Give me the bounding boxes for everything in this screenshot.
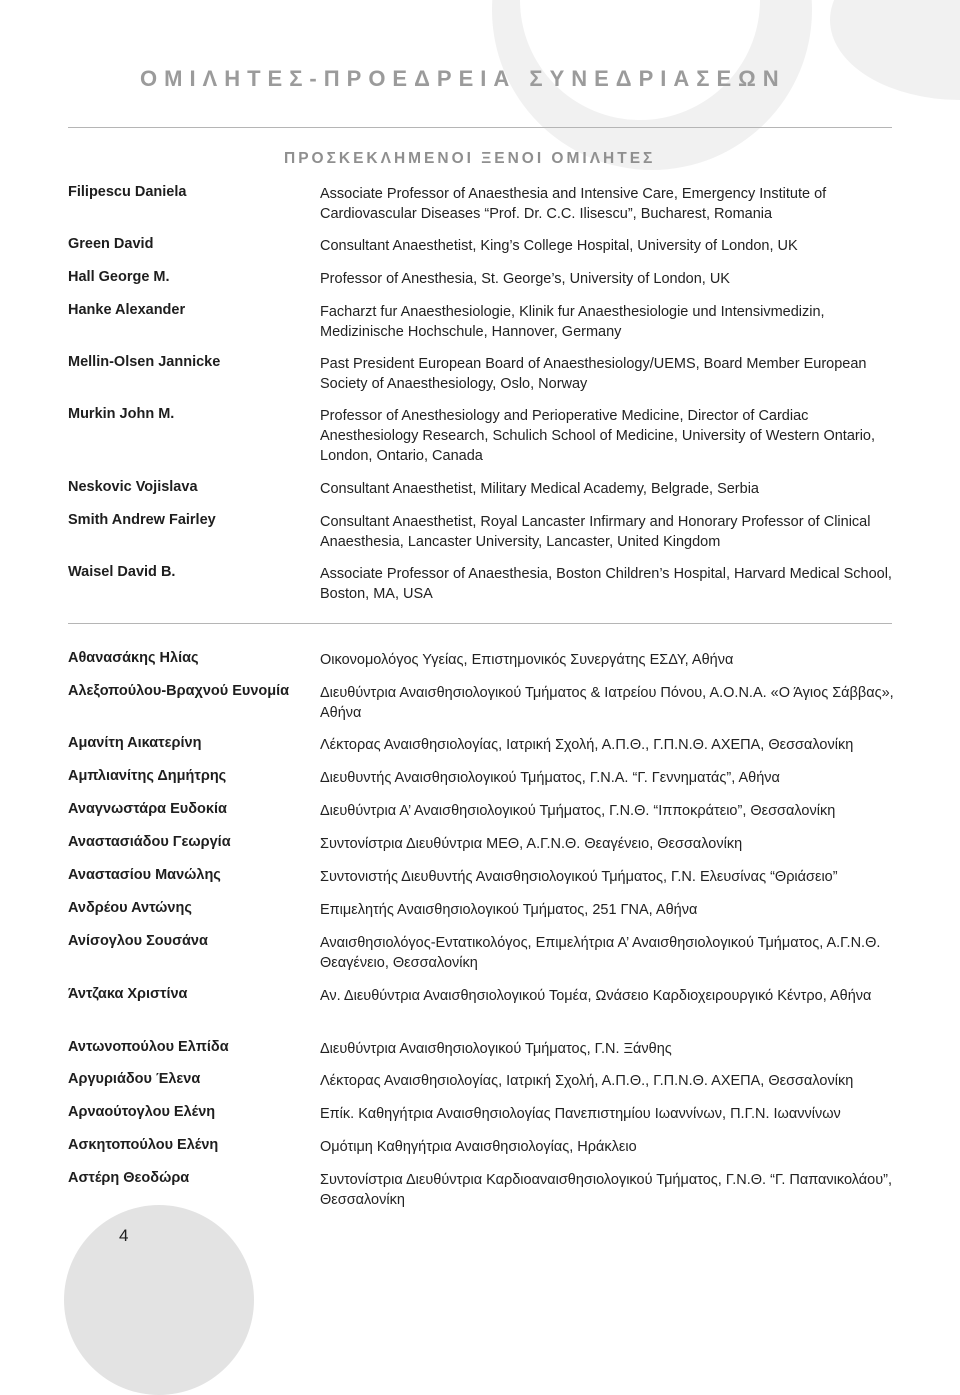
speaker-name: Αστέρη Θεοδώρα [68,1170,190,1186]
speaker-name: Αναστασίου Μανώλης [68,867,221,883]
speaker-name: Hall George M. [68,269,170,285]
speaker-affiliation: Αναισθησιολόγος-Εντατικολόγος, Επιμελήτρια Α’ Αναισθησιολογικού Τμήματος, Α.Γ.Ν.Θ. Θεαγένειο, Θεσσαλονίκη [320,935,881,971]
speaker-name: Αθανασάκης Ηλίας [68,650,199,666]
speaker-name: Αργυριάδου Έλενα [68,1071,201,1087]
decorative-circle-bottom [64,1205,254,1395]
speaker-affiliation: Διευθυντής Αναισθησιολογικού Τμήματος, Γ.Ν.Α. “Γ. Γεννηματάς”, Αθήνα [320,770,780,786]
speaker-affiliation: Consultant Anaesthetist, Military Medical Academy, Belgrade, Serbia [320,481,759,497]
speaker-name: Αναστασιάδου Γεωργία [68,834,231,850]
speaker-name: Neskovic Vojislava [68,479,198,495]
speaker-affiliation: Consultant Anaesthetist, Royal Lancaster Infirmary and Honorary Professor of Clinical Anaesthesia, Lancaster University, Lancaster, United Kingdom [320,514,871,550]
speaker-name: Ασκητοπούλου Ελένη [68,1137,219,1153]
speaker-name: Άντζακα Χριστίνα [68,986,188,1002]
speaker-affiliation: Facharzt fur Anaesthesiologie, Klinik fur Anaesthesiologie und Intensivmedizin, Medizinische Hochschule, Hannover, Germany [320,304,825,340]
speaker-affiliation: Διευθύντρια Αναισθησιολογικού Τμήματος, Γ.Ν. Ξάνθης [320,1041,672,1057]
speaker-affiliation: Επιμελητής Αναισθησιολογικού Τμήματος, 251 ΓΝΑ, Αθήνα [320,902,698,918]
speaker-affiliation: Professor of Anesthesiology and Perioperative Medicine, Director of Cardiac Anesthesiology Research, Schulich School of Medicine, University of Western Ontario, London, Ontario, Canada [320,408,876,464]
speaker-name: Murkin John M. [68,406,175,422]
divider-top [68,127,892,128]
speaker-affiliation: Συντονίστρια Διευθύντρια ΜΕΘ, Α.Γ.Ν.Θ. Θεαγένειο, Θεσσαλονίκη [320,836,743,852]
speaker-name: Hanke Alexander [68,302,186,318]
speaker-affiliation: Λέκτορας Αναισθησιολογίας, Ιατρική Σχολή, Α.Π.Θ., Γ.Π.Ν.Θ. ΑΧΕΠΑ, Θεσσαλονίκη [320,737,854,753]
speaker-name: Αμανίτη Αικατερίνη [68,735,202,751]
speaker-affiliation: Διευθύντρια Αναισθησιολογικού Τμήματος & Ιατρείου Πόνου, Α.Ο.Ν.Α. «Ο Άγιος Σάββας», Αθήνα [320,685,894,721]
speaker-name: Ανδρέου Αντώνης [68,900,192,916]
speaker-name: Smith Andrew Fairley [68,512,216,528]
speaker-affiliation: Επίκ. Καθηγήτρια Αναισθησιολογίας Πανεπιστημίου Ιωαννίνων, Π.Γ.Ν. Ιωαννίνων [320,1106,841,1122]
speaker-name: Αναγνωστάρα Ευδοκία [68,801,227,817]
speaker-name: Ανίσογλου Σουσάνα [68,933,208,949]
speaker-name: Green David [68,236,154,252]
speaker-name: Mellin-Olsen Jannicke [68,354,221,370]
page-number: 4 [119,1226,129,1245]
speaker-affiliation: Past President European Board of Anaesthesiology/UEMS, Board Member European Society of Anaesthesiology, Oslo, Norway [320,356,867,392]
speaker-name: Αμπλιανίτης Δημήτρης [68,768,227,784]
speaker-affiliation: Διευθύντρια Α’ Αναισθησιολογικού Τμήματος, Γ.Ν.Θ. “Ιπποκράτειο”, Θεσσαλονίκη [320,803,836,819]
speaker-affiliation: Associate Professor of Anaesthesia and Intensive Care, Emergency Institute of Cardiovascular Diseases “Prof. Dr. C.C. Ilisescu”, Bucharest, Romania [320,186,827,222]
speaker-affiliation: Συντονιστής Διευθυντής Αναισθησιολογικού Τμήματος, Γ.Ν. Ελευσίνας “Θριάσειο” [320,869,838,885]
speaker-name: Filipescu Daniela [68,184,187,200]
page-title: ΟΜΙΛΗΤΕΣ-ΠΡΟΕΔΡΕΙΑ ΣΥΝΕΔΡΙΑΣΕΩΝ [140,66,786,91]
speaker-affiliation: Λέκτορας Αναισθησιολογίας, Ιατρική Σχολή, Α.Π.Θ., Γ.Π.Ν.Θ. ΑΧΕΠΑ, Θεσσαλονίκη [320,1073,854,1089]
speaker-name: Αλεξοπούλου-Βραχνού Ευνομία [68,683,290,699]
speaker-affiliation: Consultant Anaesthetist, King’s College Hospital, University of London, UK [320,238,798,254]
speaker-affiliation: Αν. Διευθύντρια Αναισθησιολογικού Τομέα, Ωνάσειο Καρδιοχειρουργικό Κέντρο, Αθήνα [320,988,872,1004]
speaker-affiliation: Ομότιμη Καθηγήτρια Αναισθησιολογίας, Ηράκλειο [320,1139,637,1155]
speaker-affiliation: Professor of Anesthesia, St. George’s, University of London, UK [320,271,730,287]
decorative-shape-top-right [830,0,960,100]
speaker-name: Waisel David B. [68,564,176,580]
speaker-name: Αρναούτογλου Ελένη [68,1104,216,1120]
speaker-affiliation: Οικονομολόγος Υγείας, Επιστημονικός Συνεργάτης ΕΣΔΥ, Αθήνα [320,652,734,668]
speaker-name: Αντωνοπούλου Ελπίδα [68,1039,229,1055]
speaker-affiliation: Συντονίστρια Διευθύντρια Καρδιοαναισθησιολογικού Τμήματος, Γ.Ν.Θ. “Γ. Παπανικολάου”, Θεσσαλονίκη [320,1172,893,1208]
section-title-guest-speakers: ΠΡΟΣΚΕΚΛΗΜΕΝΟΙ ΞΕΝΟΙ ΟΜΙΛΗΤΕΣ [284,150,656,167]
divider-middle [68,623,892,624]
speaker-affiliation: Associate Professor of Anaesthesia, Boston Children’s Hospital, Harvard Medical School, Boston, MA, USA [320,566,892,602]
